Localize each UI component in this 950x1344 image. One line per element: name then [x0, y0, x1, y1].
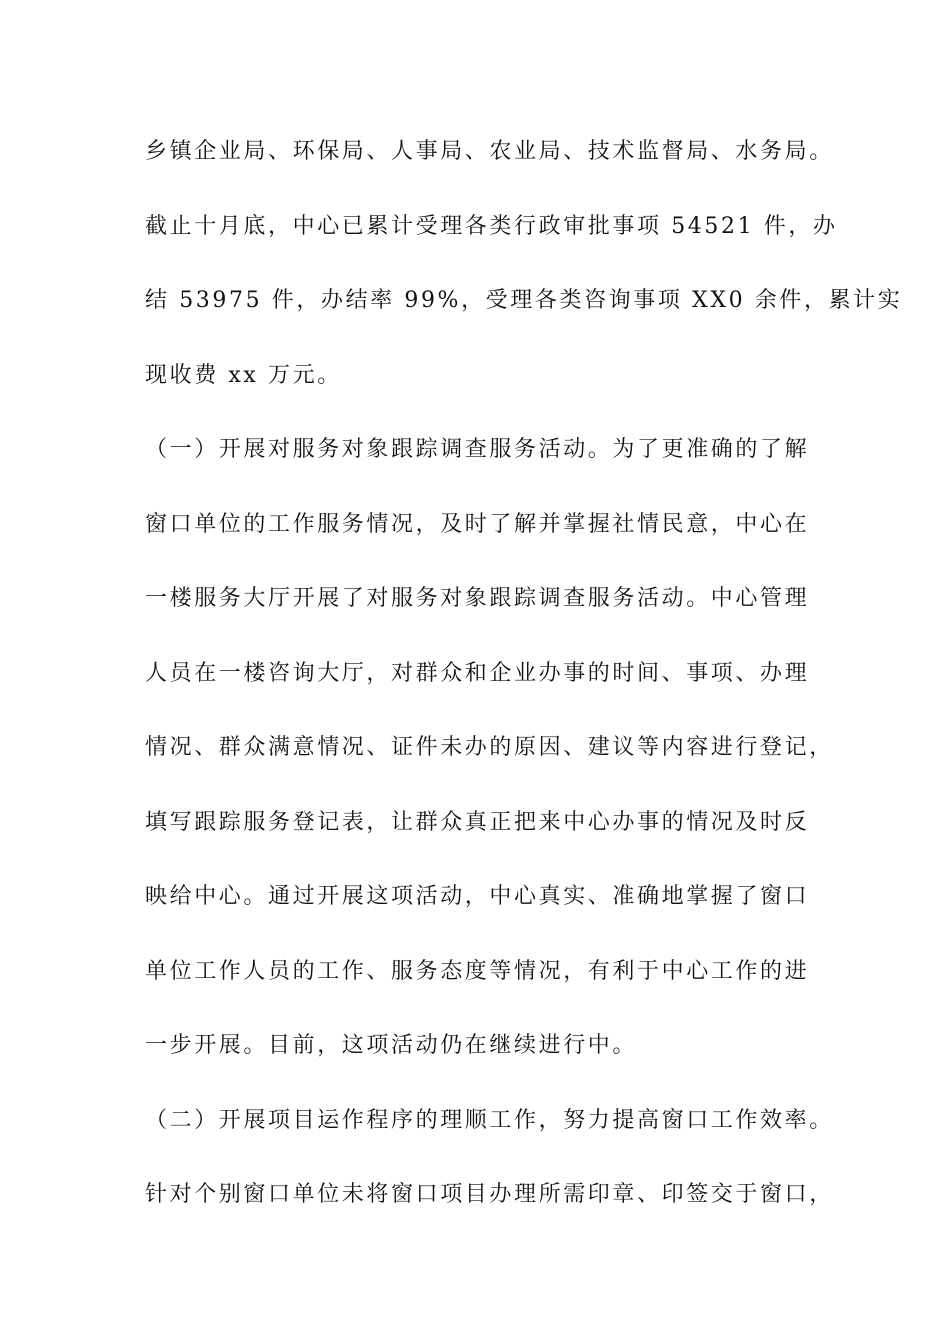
text-line: （二）开展项目运作程序的理顺工作，努力提高窗口工作效率。 [145, 1107, 834, 1133]
text-line: 映给中心。通过开展这项活动，中心真实、准确地掌握了窗口 [145, 884, 810, 909]
text-line: 窗口单位的工作服务情况，及时了解并掌握社情民意，中心在 [145, 511, 810, 537]
text-line: 一步开展。目前，这项活动仍在继续进行中。 [145, 1033, 638, 1058]
text-line: 一楼服务大厅开展了对服务对象跟踪调查服务活动。中心管理 [145, 586, 810, 611]
text-line: 人员在一楼咨询大厅，对群众和企业办事的时间、事项、办理 [145, 660, 810, 686]
text-line: 单位工作人员的工作、服务态度等情况，有利于中心工作的进 [145, 958, 810, 984]
document-body [145, 128, 903, 1246]
text-line: 结 53975 件，办结率 99%，受理各类咨询事项 XX0 余件，累计实 [145, 288, 903, 313]
text-line: （一）开展对服务对象跟踪调查服务活动。为了更准确的了解 [145, 437, 810, 462]
text-line: 截止十月底，中心已累计受理各类行政审批事项 54521 件，办 [145, 213, 838, 239]
text-line: 乡镇企业局、环保局、人事局、农业局、技术监督局、水务局。 [145, 139, 834, 164]
text-line: 针对个别窗口单位未将窗口项目办理所需印章、印签交于窗口， [145, 1182, 834, 1207]
text-line: 现收费 xx 万元。 [145, 362, 342, 388]
text-line: 填写跟踪服务登记表，让群众真正把来中心办事的情况及时反 [145, 809, 810, 835]
text-line: 情况、群众满意情况、证件未办的原因、建议等内容进行登记， [145, 735, 834, 760]
